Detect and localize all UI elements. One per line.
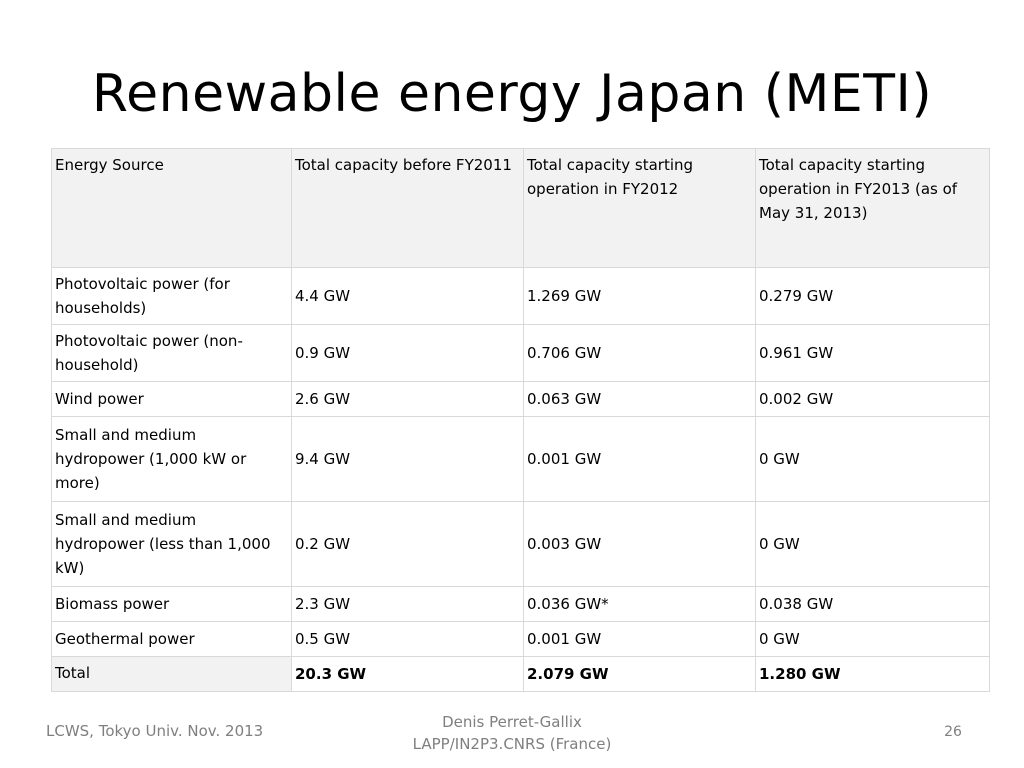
capacity-cell: 0.001 GW bbox=[524, 622, 756, 657]
footer-event: LCWS, Tokyo Univ. Nov. 2013 bbox=[46, 722, 264, 740]
table-row bbox=[52, 417, 990, 502]
table-row bbox=[52, 268, 990, 325]
table-row bbox=[52, 325, 990, 382]
total-label-cell: Total bbox=[52, 657, 292, 692]
capacity-cell: 0.279 GW bbox=[756, 268, 990, 325]
energy-source-cell: Photovoltaic power (non-household) bbox=[52, 325, 292, 382]
table-row bbox=[52, 622, 990, 657]
energy-source-cell: Biomass power bbox=[52, 587, 292, 622]
header-capacity-before-fy2011: Total capacity before FY2011 bbox=[292, 149, 524, 268]
header-capacity-fy2012: Total capacity starting operation in FY2012 bbox=[524, 149, 756, 268]
capacity-cell: 0 GW bbox=[756, 502, 990, 587]
capacity-cell: 0.002 GW bbox=[756, 382, 990, 417]
capacity-cell: 0.9 GW bbox=[292, 325, 524, 382]
footer-author-name: Denis Perret-Gallix bbox=[442, 713, 582, 731]
capacity-cell: 2.6 GW bbox=[292, 382, 524, 417]
capacity-cell: 2.3 GW bbox=[292, 587, 524, 622]
capacity-cell: 9.4 GW bbox=[292, 417, 524, 502]
capacity-cell: 0.038 GW bbox=[756, 587, 990, 622]
energy-source-cell: Geothermal power bbox=[52, 622, 292, 657]
table-total-row bbox=[52, 657, 990, 692]
total-capacity-cell: 20.3 GW bbox=[292, 657, 524, 692]
energy-source-cell: Small and medium hydropower (1,000 kW or more) bbox=[52, 417, 292, 502]
energy-capacity-table bbox=[51, 148, 990, 692]
energy-source-cell: Wind power bbox=[52, 382, 292, 417]
capacity-cell: 0.2 GW bbox=[292, 502, 524, 587]
header-energy-source: Energy Source bbox=[52, 149, 292, 268]
capacity-cell: 4.4 GW bbox=[292, 268, 524, 325]
energy-source-cell: Small and medium hydropower (less than 1,000 kW) bbox=[52, 502, 292, 587]
footer-author-affiliation: LAPP/IN2P3.CNRS (France) bbox=[412, 735, 612, 753]
capacity-cell: 0 GW bbox=[756, 622, 990, 657]
total-capacity-cell: 1.280 GW bbox=[756, 657, 990, 692]
energy-source-cell: Photovoltaic power (for households) bbox=[52, 268, 292, 325]
total-capacity-cell: 2.079 GW bbox=[524, 657, 756, 692]
table-row bbox=[52, 382, 990, 417]
capacity-cell: 1.269 GW bbox=[524, 268, 756, 325]
table-row bbox=[52, 587, 990, 622]
slide-title: Renewable energy Japan (METI) bbox=[91, 64, 933, 124]
capacity-cell: 0.003 GW bbox=[524, 502, 756, 587]
footer-author bbox=[362, 711, 662, 755]
capacity-cell: 0.961 GW bbox=[756, 325, 990, 382]
capacity-cell: 0.706 GW bbox=[524, 325, 756, 382]
table-header-row bbox=[52, 149, 990, 268]
capacity-cell: 0.063 GW bbox=[524, 382, 756, 417]
capacity-cell: 0 GW bbox=[756, 417, 990, 502]
capacity-cell: 0.036 GW* bbox=[524, 587, 756, 622]
table-row bbox=[52, 502, 990, 587]
capacity-cell: 0.001 GW bbox=[524, 417, 756, 502]
capacity-cell: 0.5 GW bbox=[292, 622, 524, 657]
header-capacity-fy2013: Total capacity starting operation in FY2013 (as of May 31, 2013) bbox=[756, 149, 990, 268]
page-number: 26 bbox=[944, 724, 962, 740]
